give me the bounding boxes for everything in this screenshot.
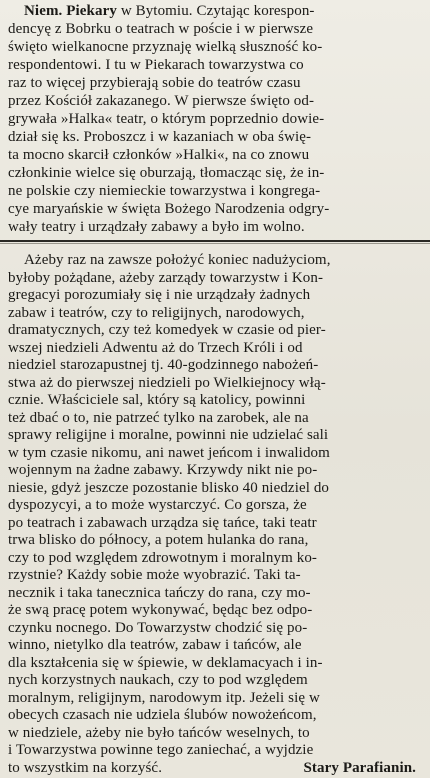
text-line: członkinie wielce się oburzają, tłomacząc się, że in- [8,165,325,181]
text-line: necznik i taka tanecznica tańczy do rana, czy mo- [8,584,311,601]
article-letter [0,249,430,778]
column-divider-shadow [0,243,430,244]
text-line: nych korzystnych naukach, czy to pod względem [8,672,308,688]
text-line: grywała »Halka« teatr, o którym poprzednio dowie- [8,111,325,127]
text-line: ta mocno skarcił członków »Halki«, na co znowu [8,147,310,163]
text-line: stwa aż do pierwszej niedzieli po Wielkiejnocy włą- [8,374,326,391]
text-line: że swą pracę potem wykonywać, będąc bez odpo- [8,602,313,618]
text-line: cznie. Właściciele sal, który są katolicy, powinni [8,392,306,408]
article-piekary [0,0,430,238]
text-line: w tym czasie nikomu, ani nawet jeńcom i inwalidom [8,444,330,461]
text-line: zabaw i teatrów, czy to religijnych, narodowych, [8,304,305,321]
text-line: cye maryańskie w święta Bożego Narodzenia odgry- [8,201,330,217]
text-line: dencyę z Bobrku o teatrach w poście i w pierwsze [8,21,314,37]
closing-text: to wszystkim na korzyść. [8,759,163,776]
text-line: obecych czasach nie udziela ślubów nowożeńcom, [8,707,317,723]
text-line: raz to więcej przybierają sobie do teatrów czasu [8,75,301,91]
text-line: trwa blisko do północy, a potem hulanka do rana, [8,532,309,548]
text-line: ne polskie czy niemieckie towarzystwa i kongrega- [8,183,321,199]
text-line: byłoby pożądane, ażeby zarządy towarzystw i Kon- [8,269,324,286]
text-line: winno, nietylko dla teatrów, zabaw i tańców, ale [8,637,302,653]
text-line: gregacyi porozumiały się i nie urządzały żadnych [8,287,311,303]
article-first-line [24,2,420,20]
text-line: dla kształcenia się w śpiewie, w deklamacyach i in- [8,654,323,671]
article-heading: Niem. Piekary [24,3,117,19]
text-line: moralnym, religijnym, narodowym itp. Jeżeli się w [8,689,320,706]
text-line: dyspozycyi, a to może wystarczyć. Co gorsza, że [8,497,307,513]
text-line: wszej niedzieli Adwentu aż do Trzech Króli i od [8,339,303,356]
text-line: święto wielkanocne przyznaję wielką słuszność ko- [8,39,323,55]
text-line: wojennym na żadne zabawy. Krzywdy nikt nie po- [8,462,318,478]
text-line: po teatrach i zabawach urządza się tańce, taki teatr [8,514,317,531]
text-line: rzystnie? Każdy sobie może wyobrazić. Taki ta- [8,567,301,583]
text-line: w niedziele, ażeby nie było tańców weselnych, to [8,724,310,741]
text-line: Ażeby raz na zawsze położyć koniec nadużyciom, [24,252,331,268]
signature: Stary Parafianin. [303,759,416,776]
text-line: czynku nocnego. Do Towarzystw chodzić się po- [8,619,308,636]
text-line: respondentowi. I tu w Piekarach towarzystwa co [8,57,304,73]
column-divider [0,240,430,242]
text-line: przez Kościół zakazanego. W pierwsze święto od- [8,93,315,109]
text-line: wały teatry i urządzały zabawy a było im wolno. [8,219,305,235]
text-line: niedziel starozapustnej tj. 40-godzinnego nabożeń- [8,357,319,373]
text-line: sprawy religijne i moralne, powinni nie udzielać sali [8,427,329,443]
text-line: w Bytomiu. Czytając korespon- [120,3,315,19]
text-line: też dbać o to, nie patrzeć tylko na zarobek, ale na [8,409,309,426]
text-line: dramatycznych, czy też komedyek w czasie od pier- [8,322,326,338]
text-line: niesie, gdyż jeszcze pozostanie blisko 40 niedziel do [8,479,330,496]
text-line: dział się ks. Proboszcz i w kazaniach w oba świę- [8,129,312,145]
text-line: czy to pod względem zdrowotnym i moralnym ko- [8,549,318,566]
text-line: i Towarzystwa powinne tego zaniechać, a wyjdzie [8,742,314,758]
